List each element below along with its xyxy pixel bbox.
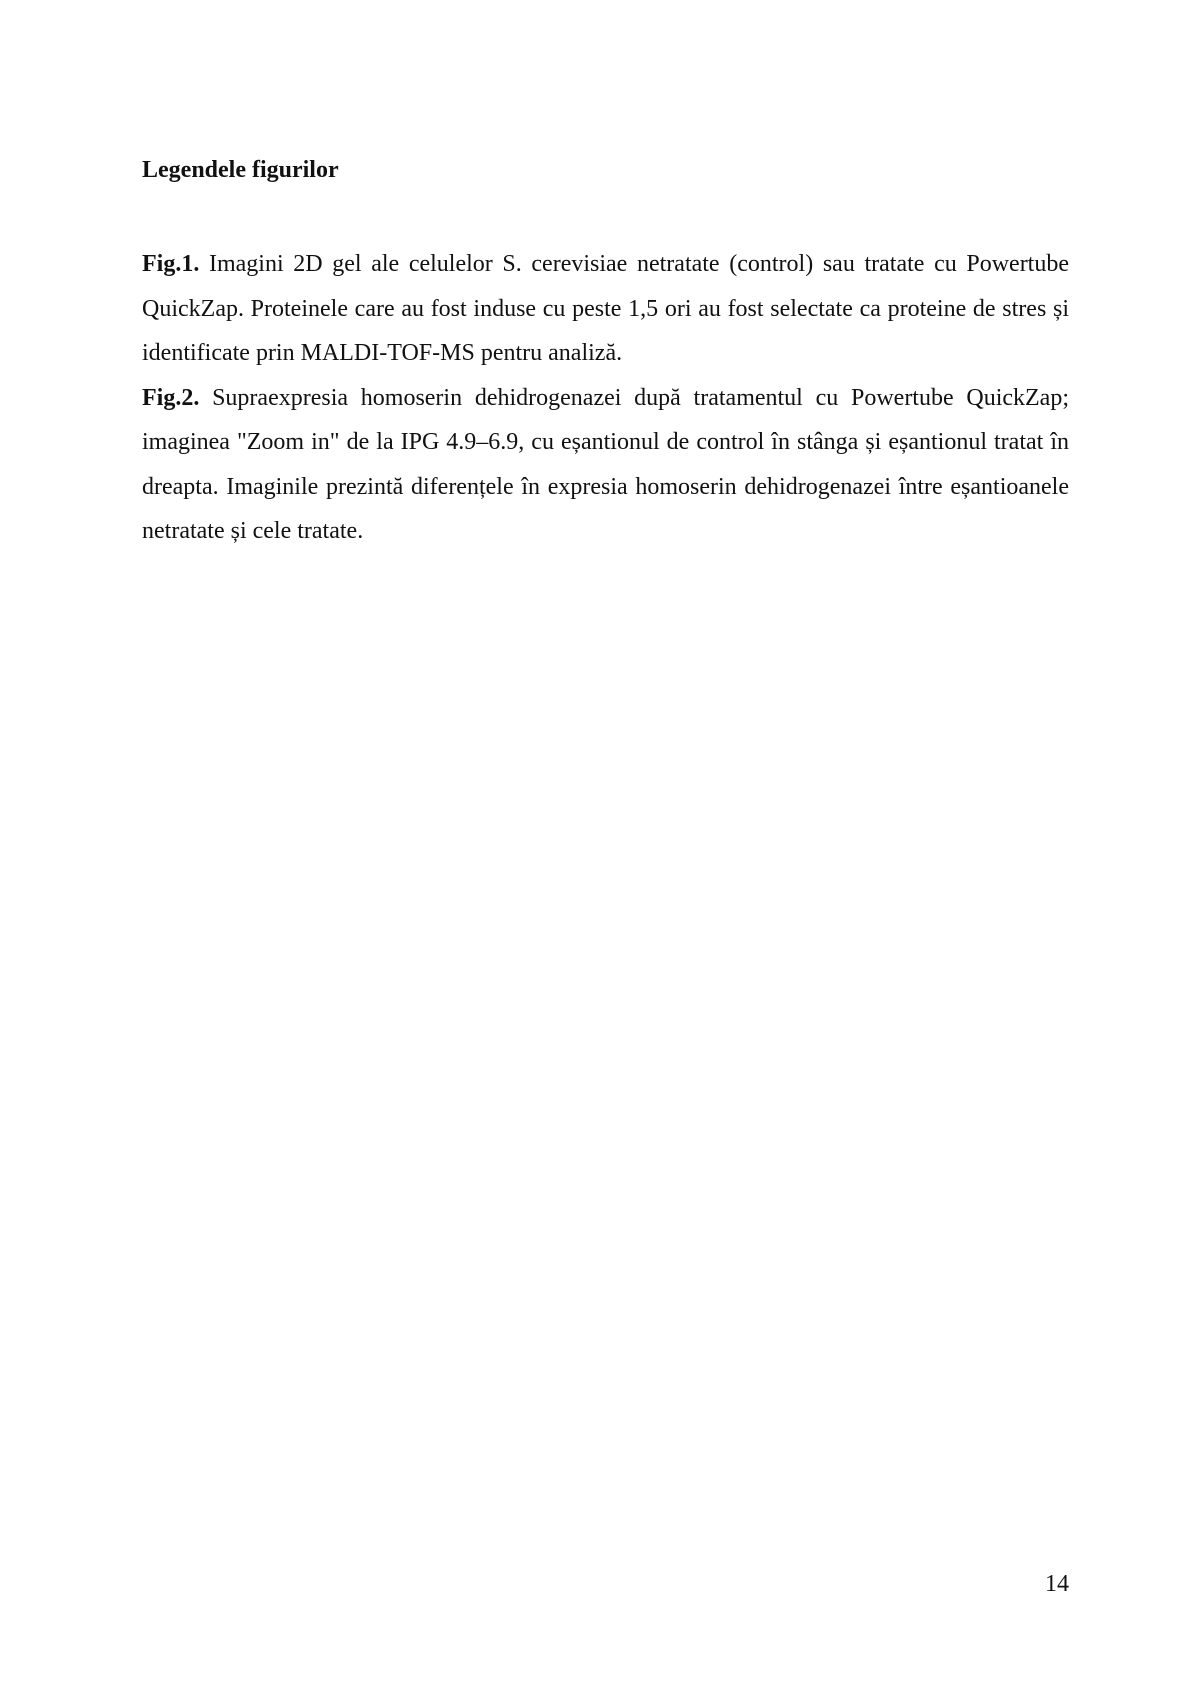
page-number: 14: [1045, 1571, 1069, 1597]
figure-legends: [142, 242, 1069, 554]
figure-legend-2-text: Supraexpresia homoserin dehidrogenazei după tratamentul cu Powertube QuickZap; imaginea "Zoom in" de la IPG 4.9–6.9, cu eșantionul de control în stânga și eșantionul tratat în dreapta. Imaginile prezintă diferențele în expresia homoserin dehidrogenazei între eșantioanele netratate și cele tratate.: [142, 384, 1070, 544]
figure-legend-2: [142, 376, 1069, 554]
figure-legend-1-text: Imagini 2D gel ale celulelor S. cerevisiae netratate (control) sau tratate cu Powertube QuickZap. Proteinele care au fost induse cu peste 1,5 ori au fost selectate ca proteine de stres și identificate prin MALDI-TOF-MS pentru analiză.: [142, 251, 1070, 366]
figure-legend-2-label: Fig.2.: [142, 384, 200, 411]
section-heading: Legendele figurilor: [142, 157, 339, 183]
figure-legend-1-label: Fig.1.: [142, 251, 200, 277]
figure-legend-1: [142, 242, 1069, 376]
